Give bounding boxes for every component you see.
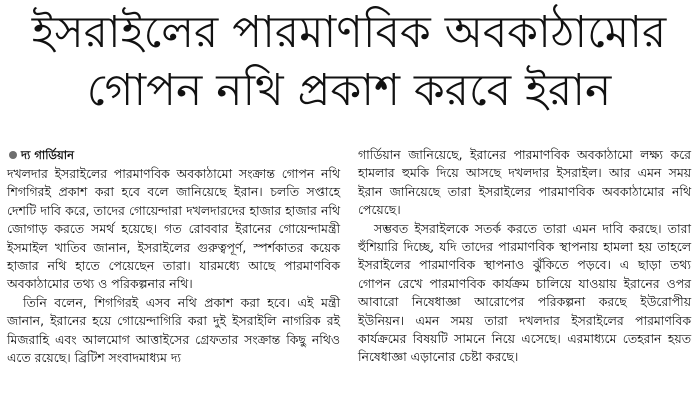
source-label: দ্য গার্ডিয়ান <box>21 147 74 162</box>
article-column-right <box>358 146 691 367</box>
byline <box>7 146 340 164</box>
headline <box>0 4 698 120</box>
paragraph: গার্ডিয়ান জানিয়েছে, ইরানের পারমাণবিক অবকাঠামো লক্ষ্য করে হামলার হুমকি দিয়ে আসছে দখলদার ইসরাইল। আর এমন সময় ইরান জানিয়েছে তারা ইসরাইলের পারমাণবিক অবকাঠামোর নথি পেয়েছে। <box>358 147 691 218</box>
article-column-left <box>7 146 340 367</box>
headline-line-2: গোপন নথি প্রকাশ করবে ইরান <box>86 65 612 116</box>
paragraph: দখলদার ইসরাইলের পারমাণবিক অবকাঠামো সংক্রান্ত গোপন নথি শিগগিরই প্রকাশ করা হবে বলে জানিয়েছে ইরান। চলতি সপ্তাহে দেশটি দাবি করে, তাদের গোয়েন্দারা দখলদারদের হাজার হাজার নথি জোগাড় করতে সমর্থ হয়েছে। গত রোববার ইরানের গোয়েন্দামন্ত্রী ইসমাইল খাতিব জানান, ইসরাইলের গুরুত্বপূর্ণ, স্পর্শকাতর কয়েক হাজার নথি হাতে পেয়েছেন তারা। যারমধ্যে আছে পারমাণবিক অবকাঠামোর তথ্য ও পরিকল্পনার নথি। <box>7 166 340 292</box>
headline-line-1: ইসরাইলের পারমাণবিক অবকাঠামোর <box>31 7 667 58</box>
paragraph: সম্ভবত ইসরাইলকে সতর্ক করতে তারা এমন দাবি করছে। তারা হুঁশিয়ারি দিচ্ছে, যদি তাদের পারমাণবিক স্থাপনায় হামলা হয় তাহলে ইসরাইলের পারমাণবিক স্থাপনাও ঝুঁকিতে পড়বে। এ ছাড়া তথ্য গোপন রেখে পারমাণবিক কার্যক্রম চালিয়ে যাওয়ায় ইরানের ওপর আবারো নিষেধাজ্ঞা আরোপের পরিকল্পনা করছে ইউরোপীয় ইউনিয়ন। এমন সময় তারা দখলদার ইসরাইলের পারমাণবিক কার্যক্রমের বিষয়টি সামনে নিয়ে এসেছে। এরমাধ্যমে তেহরান হয়ত নিষেধাজ্ঞা এড়ানোর চেষ্টা করছে। <box>358 220 691 365</box>
paragraph: তিনি বলেন, শিগগিরই এসব নথি প্রকাশ করা হবে। এই মন্ত্রী জানান, ইরানের হয়ে গোয়েন্দাগিরি করা দুই ইসরাইলি নাগরিক রই মিজরাহি এবং আলমোগ আত্তাইসের গ্রেফতার সংক্রান্ত কিছু নথিও এতে রয়েছে। ব্রিটিশ সংবাদমাধ্যম দ্য <box>7 294 340 366</box>
bullet-icon <box>9 151 17 159</box>
